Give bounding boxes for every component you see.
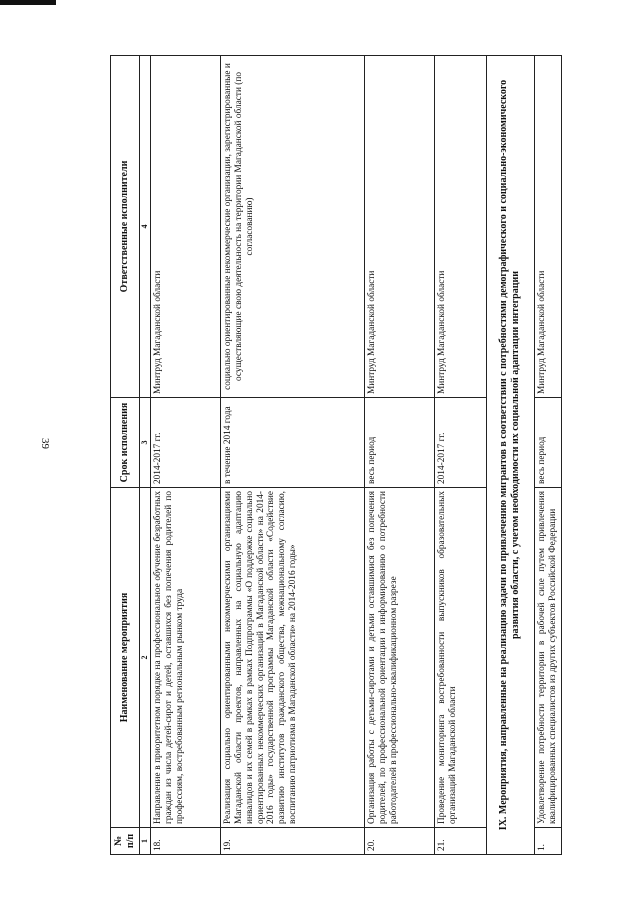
table-row bbox=[364, 56, 434, 855]
col-header-term: Срок исполнения bbox=[111, 398, 140, 488]
row-exec: социально ориентированные некоммерческие организации, зарегистрированные и осуществляющие свою деятельность на территории Магаданской области (по согласованию) bbox=[220, 56, 364, 398]
table-row bbox=[220, 56, 364, 855]
section-title: IX. Мероприятия, направленные на реализацию задачи по привлечению мигрантов в соответствии с потребностями демографического и социально-экономического развития области, с учетом необходимости их социальной адаптации интеграции bbox=[486, 56, 534, 855]
rotated-table-container bbox=[110, 55, 558, 855]
col-number: 1 bbox=[139, 828, 150, 855]
row-exec: Минтруд Магаданской области bbox=[434, 56, 486, 398]
table-row bbox=[434, 56, 486, 855]
row-name: Удовлетворение потребности территории в рабочей силе путем привлечения квалифицированных специалистов из других субъектов Российской Федерации bbox=[534, 488, 561, 828]
table-row bbox=[150, 56, 220, 855]
header-row bbox=[111, 56, 140, 855]
col-header-name: Наименование мероприятия bbox=[111, 488, 140, 828]
row-number: 18. bbox=[150, 828, 220, 855]
row-term: весь период bbox=[534, 398, 561, 488]
column-numbers-row bbox=[139, 56, 150, 855]
col-number: 3 bbox=[139, 398, 150, 488]
top-rule bbox=[0, 0, 56, 5]
row-number: 20. bbox=[364, 828, 434, 855]
row-exec: Минтруд Магаданской области bbox=[150, 56, 220, 398]
row-term: 2014-2017 гг. bbox=[434, 398, 486, 488]
col-header-num: № п/п bbox=[111, 828, 140, 855]
row-exec: Минтруд Магаданской области bbox=[534, 56, 561, 398]
row-name: Организация работы с детьми-сиротами и детьми оставшимися без попечения родителей, по профессиональной ориентации и информированию о потребности работодателей в профессионально-квалификационном разрезе bbox=[364, 488, 434, 828]
row-number: 1. bbox=[534, 828, 561, 855]
row-term: весь период bbox=[364, 398, 434, 488]
col-number: 2 bbox=[139, 488, 150, 828]
row-name: Реализация социально ориентированными некоммерческими организациями Магаданской области проектов, направленных на социальную адаптацию инвалидов и их семей в рамках в рамках Подпрограммы «О поддержке социально ориентированных некоммерческих организаций в Магаданской области» на 2014-2016 годы» государственной программы Магаданской области «Содействие развитию институтов гражданского общества, межнациональному согласию, воспитанию патриотизма в Магаданской области» на 2014-2016 годы» bbox=[220, 488, 364, 828]
col-number: 4 bbox=[139, 56, 150, 398]
table-stage bbox=[110, 55, 558, 855]
col-header-exec: Ответственные исполнители bbox=[111, 56, 140, 398]
section-row bbox=[486, 56, 534, 855]
row-term: 2014-2017 гг. bbox=[150, 398, 220, 488]
row-name: Направление в приоритетном порядке на профессиональное обучение безработных граждан из числа детей-сирот и детей, оставшихся без попечения родителей по профессиям, востребованным региональным рынком труда bbox=[150, 488, 220, 828]
row-exec: Минтруд Магаданской области bbox=[364, 56, 434, 398]
page-number: 39 bbox=[39, 438, 51, 449]
events-table bbox=[110, 55, 562, 855]
row-number: 19. bbox=[220, 828, 364, 855]
row-name: Проведение мониторинга востребованности выпускников образовательных организаций Магаданской области bbox=[434, 488, 486, 828]
row-term: в течение 2014 года bbox=[220, 398, 364, 488]
table-row bbox=[534, 56, 561, 855]
row-number: 21. bbox=[434, 828, 486, 855]
